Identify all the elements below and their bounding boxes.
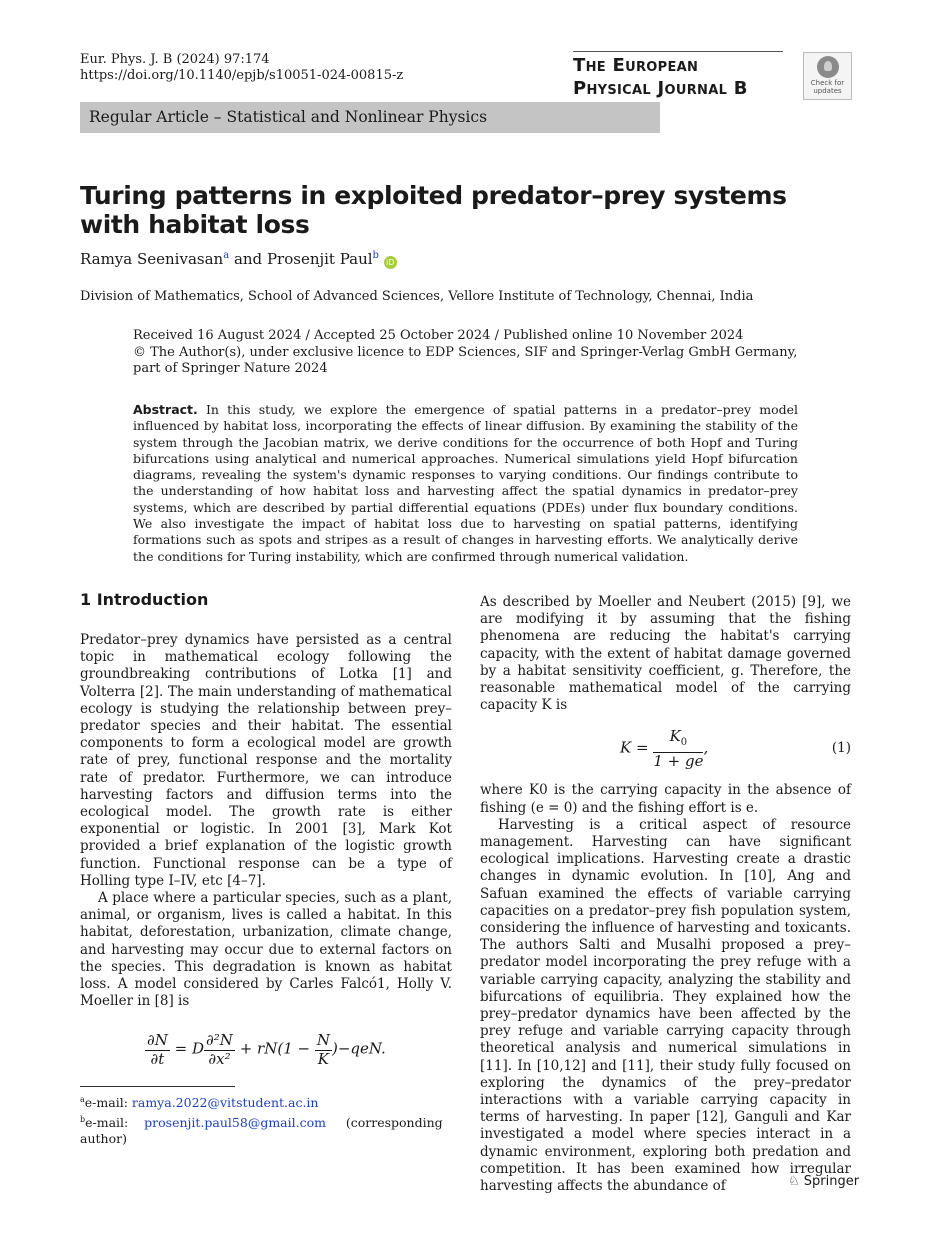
article-type-banner xyxy=(80,102,660,133)
check-for-updates-badge[interactable] xyxy=(803,52,852,100)
paragraph: Harvesting is a critical aspect of resource management. Harvesting can have significant ecological implications. Harvesting create a drastic changes in dynamic evolution. In [10], Ang and Safuan examined the effects of variable carrying capacities on a predator–prey fish population system, considering the influence of harvesting and toxicants. The authors Salti and Musalhi proposed a prey–predator model incorporating the prey refuge with a variable carrying capacity, analyzing the stability and bifurcations of equilibria. They explained how the prey–predator dynamics have been affected by the prey refuge and variable carrying capacity through theoretical analysis and numerical simulations in [11]. In [10,12] and [11], their study fully focused on exploring the dynamics of the prey–predator interactions with a variable carrying capacity in terms of harvesting. In paper [12], Ganguli and Kar investigated a model where species interact in a dynamic environment, exploring both predation and competition. It has been examined how irregular harvesting affects the abundance of xyxy=(480,816,851,1195)
footnote-suffix: (corresponding author) xyxy=(80,1114,443,1147)
fraction: $\frac{\text{∂²N}}{\text{∂x²}}$ xyxy=(206,1031,233,1068)
journal-name-line2: Physical Journal B xyxy=(573,78,748,99)
equation-row xyxy=(480,722,851,782)
header-citation-block xyxy=(80,52,403,84)
equation-pde: $\frac{\partial N}{\partial t}$ = D $\frac{\text{∂²N}}{\text{∂x²}}$ + rN(1 − $\frac{N}{K}$ )−qeN. xyxy=(147,1031,386,1068)
paragraph: As described by Moeller and Neubert (2015) [9], we are modifying it by assuming that the fishing phenomena are reducing the habitat's carrying capacity, with the extent of habitat damage governed by a habitat sensitivity coefficient, g. Therefore, the reasonable mathematical model of the carrying capacity K is xyxy=(480,594,851,714)
orcid-icon[interactable]: iD xyxy=(384,256,397,269)
equation-carrying-capacity: K = $\frac{K_0}{1 + ge}$ , xyxy=(620,727,709,770)
publisher-name: Springer xyxy=(803,1174,860,1189)
right-column xyxy=(480,594,851,1195)
author-conjunction: and xyxy=(233,250,263,268)
doi-link[interactable]: https://doi.org/10.1140/epjb/s10051-024-00815-z xyxy=(80,68,404,83)
footnote-marker: b xyxy=(80,1114,86,1124)
equation-number: (1) xyxy=(831,740,851,757)
footnote-marker: a xyxy=(80,1095,85,1104)
affiliation-marker[interactable]: a xyxy=(223,250,230,261)
badge-text-1: Check for xyxy=(810,79,845,87)
fraction: $\frac{\partial N}{\partial t}$ xyxy=(147,1031,168,1068)
footnote-prefix: e-mail: xyxy=(85,1114,129,1130)
footnote-rule xyxy=(80,1086,235,1087)
abstract-label: Abstract. xyxy=(133,402,198,417)
fraction: $\frac{K_0}{1 + ge}$ xyxy=(653,727,704,770)
journal-name xyxy=(573,54,748,100)
journal-name-line1: The European xyxy=(573,55,699,76)
springer-horse-icon: ♘ xyxy=(788,1174,800,1189)
paragraph: where K0 is the carrying capacity in the absence of fishing (e = 0) and the fishing effort is e. xyxy=(480,782,851,816)
bookmark-icon xyxy=(817,56,839,78)
left-column xyxy=(80,632,452,1068)
paper-title: Turing patterns in exploited predator–prey systems with habitat loss xyxy=(80,181,787,239)
footnote-b xyxy=(80,1112,452,1148)
section-heading: 1 Introduction xyxy=(80,590,209,609)
copyright-line: © The Author(s), under exclusive licence to EDP Sciences, SIF and Springer-Verlag GmbH Germany, xyxy=(133,344,798,360)
email-link[interactable]: ramya.2022@vitstudent.ac.in xyxy=(131,1095,319,1111)
publisher-logo xyxy=(788,1174,859,1189)
journal-citation: Eur. Phys. J. B (2024) 97:174 xyxy=(80,52,270,67)
publication-dates xyxy=(133,328,813,378)
paragraph: A place where a particular species, such as a plant, animal, or organism, lives is called a habitat. In this habitat, deforestation, urbanization, climate change, and harvesting may occur due to external factors on the species. This degradation is known as habitat loss. A model considered by Carles Falcó1, Holly V. Moeller in [8] is xyxy=(80,890,452,1010)
fraction: $\frac{N}{K}$ xyxy=(316,1031,330,1068)
date-line: Received 16 August 2024 / Accepted 25 October 2024 / Published online 10 November 2024 xyxy=(133,328,744,343)
affiliation: Division of Mathematics, School of Advanced Sciences, Vellore Institute of Technology, Chennai, India xyxy=(80,289,754,304)
abstract xyxy=(133,402,798,565)
article-type-label: Regular Article – Statistical and Nonlinear Physics xyxy=(89,108,488,126)
affiliation-marker[interactable]: b xyxy=(372,250,379,261)
footnote-prefix: e-mail: xyxy=(84,1095,128,1111)
badge-text-2: updates xyxy=(813,87,842,95)
author-name: Ramya Seenivasan xyxy=(80,250,224,268)
paragraph: Predator–prey dynamics have persisted as a central topic in mathematical ecology following the groundbreaking contributions of Lotka [1] and Volterra [2]. The main understanding of mathematical ecology is studying the relationship between prey–predator species and their habitat. The essential components to form a ecological model are growth rate of prey, functional response and the mortality rate of predator. Furthermore, we can introduce harvesting factors and diffusion terms into the ecological model. The growth rate is either exponential or logistic. In 2001 [3], Mark Kot provided a brief explanation of the logistic growth function. Functional response can be a type of Holling type I–IV, etc [4–7]. xyxy=(80,632,452,889)
author-list xyxy=(80,250,397,269)
footnotes xyxy=(80,1092,452,1148)
copyright-line: part of Springer Nature 2024 xyxy=(133,361,328,376)
footnote-a xyxy=(80,1092,452,1112)
abstract-text: In this study, we explore the emergence of spatial patterns in a predator–prey model influenced by habitat loss, incorporating the effects of linear diffusion. By examining the stability of the system through the Jacobian matrix, we derive conditions for the occurrence of both Hopf and Turing bifurcations using analytical and numerical approaches. Numerical simulations yield Hopf bifurcation diagrams, revealing the system's dynamic responses to varying conditions. Our findings contribute to the understanding of how habitat loss and harvesting affect the spatial dynamics in predator–prey systems, which are described by partial differential equations (PDEs) under flux boundary conditions. We also investigate the impact of habitat loss due to harvesting on spatial patterns, identifying formations such as spots and stripes as a result of changes in harvesting efforts. We analytically derive the conditions for Turing instability, which are confirmed through numerical validation. xyxy=(133,402,798,564)
email-link[interactable]: prosenjit.paul58@gmail.com xyxy=(144,1114,326,1130)
journal-rule xyxy=(573,51,783,52)
author-name: Prosenjit Paul xyxy=(266,250,373,268)
